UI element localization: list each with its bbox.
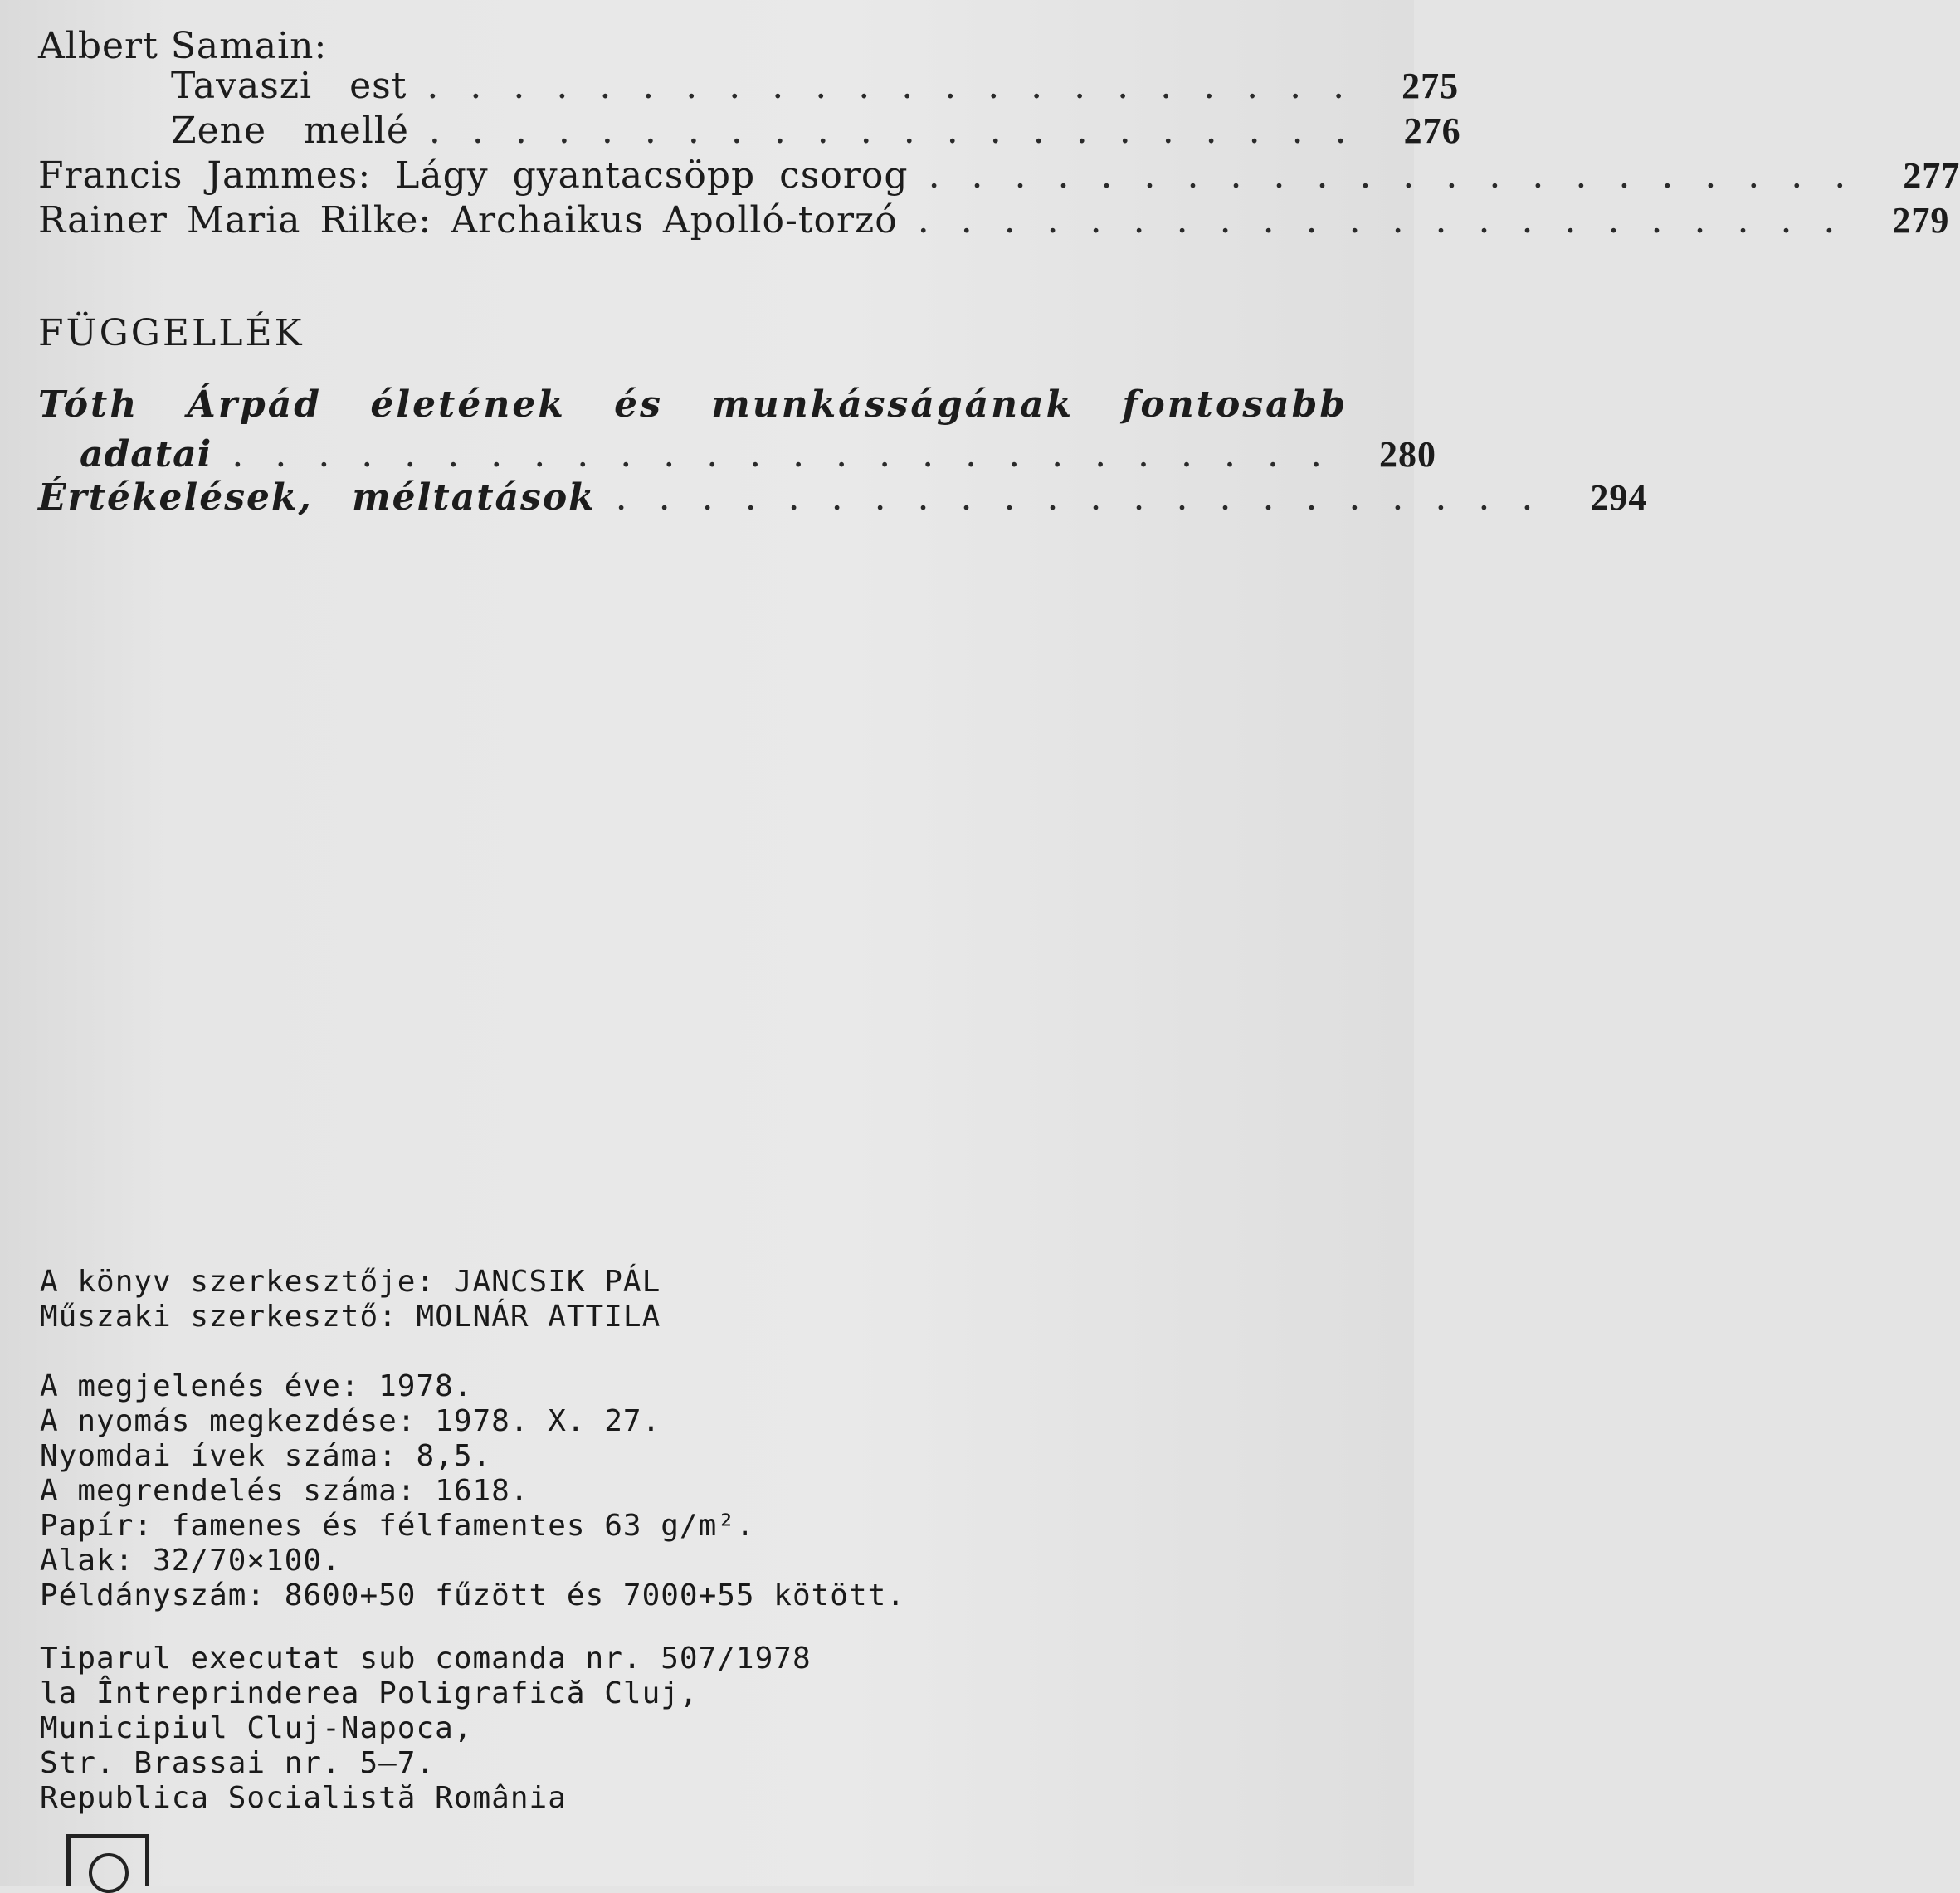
colophon-line: A könyv szerkesztője: JANCSIK PÁL bbox=[40, 1265, 661, 1299]
colophon-editors bbox=[40, 1265, 661, 1334]
toc-entry bbox=[38, 199, 1950, 246]
colophon-line: la Întreprinderea Poligrafică Cluj, bbox=[40, 1676, 699, 1710]
colophon-line: Nyomdai ívek száma: 8,5. bbox=[40, 1439, 492, 1473]
toc-page-number: 276 bbox=[1403, 110, 1461, 151]
colophon-line: Műszaki szerkesztő: MOLNÁR ATTILA bbox=[40, 1300, 661, 1334]
toc-leader-dots: ...................... bbox=[428, 110, 1378, 152]
colophon-line: Str. Brassai nr. 5—7. bbox=[40, 1746, 436, 1780]
toc-entry-title-continued: adatai bbox=[80, 433, 212, 476]
toc-leader-dots: ...................... bbox=[917, 199, 1867, 242]
toc-entry-title: Tavaszi est bbox=[171, 65, 407, 107]
colophon-line: A megrendelés száma: 1618. bbox=[40, 1474, 529, 1508]
toc-leader-dots: ...................... bbox=[427, 65, 1377, 107]
colophon-line: Alak: 32/70×100. bbox=[40, 1544, 341, 1578]
toc-leader-dots: ...................... bbox=[928, 154, 1878, 197]
toc-page-number: 294 bbox=[1590, 477, 1648, 518]
toc-leader-dots: ...................... bbox=[615, 476, 1565, 519]
toc-page-number: 279 bbox=[1892, 200, 1950, 241]
colophon-line: Municipiul Cluj-Napoca, bbox=[40, 1711, 473, 1745]
colophon-line: Tiparul executat sub comanda nr. 507/1978 bbox=[40, 1642, 812, 1676]
colophon-details bbox=[40, 1369, 905, 1613]
appendix-heading: FÜGGELLÉK bbox=[38, 312, 305, 354]
toc-entry bbox=[38, 476, 1648, 523]
toc-entry-title: Tóth Árpád életének és munkásságának fontosabb bbox=[38, 383, 1348, 426]
colophon-line: A nyomás megkezdése: 1978. X. 27. bbox=[40, 1404, 661, 1438]
toc-entry-toth-line1 bbox=[38, 383, 1348, 430]
colophon-line: Papír: famenes és félfamentes 63 g/m². bbox=[40, 1509, 755, 1543]
toc-entry-title: Rainer Maria Rilke: Archaikus Apolló-torzó bbox=[38, 199, 898, 242]
toc-entry bbox=[38, 110, 1461, 156]
toc-page-number: 275 bbox=[1402, 66, 1460, 106]
toc-entry bbox=[38, 433, 1436, 480]
publisher-logo-icon bbox=[66, 1834, 149, 1886]
colophon-printer bbox=[40, 1642, 812, 1816]
toc-entry-title: Zene mellé bbox=[171, 110, 409, 152]
toc-entry bbox=[38, 154, 1960, 201]
toc-author-label: Albert Samain: bbox=[38, 25, 328, 67]
toc-page-number: 277 bbox=[1903, 155, 1960, 196]
toc-entry-title: Francis Jammes: Lágy gyantacsöpp csorog bbox=[38, 154, 909, 197]
toc-entry-title: Értékelések, méltatások bbox=[38, 476, 596, 519]
toc-entry bbox=[38, 65, 1460, 111]
colophon-line: A megjelenés éve: 1978. bbox=[40, 1369, 473, 1403]
toc-page-number: 280 bbox=[1379, 434, 1436, 475]
colophon-line: Republica Socialistă România bbox=[40, 1781, 567, 1815]
toc-leader-dots: .......................... bbox=[232, 433, 1353, 476]
colophon-line: Példányszám: 8600+50 fűzött és 7000+55 kötött. bbox=[40, 1578, 905, 1612]
